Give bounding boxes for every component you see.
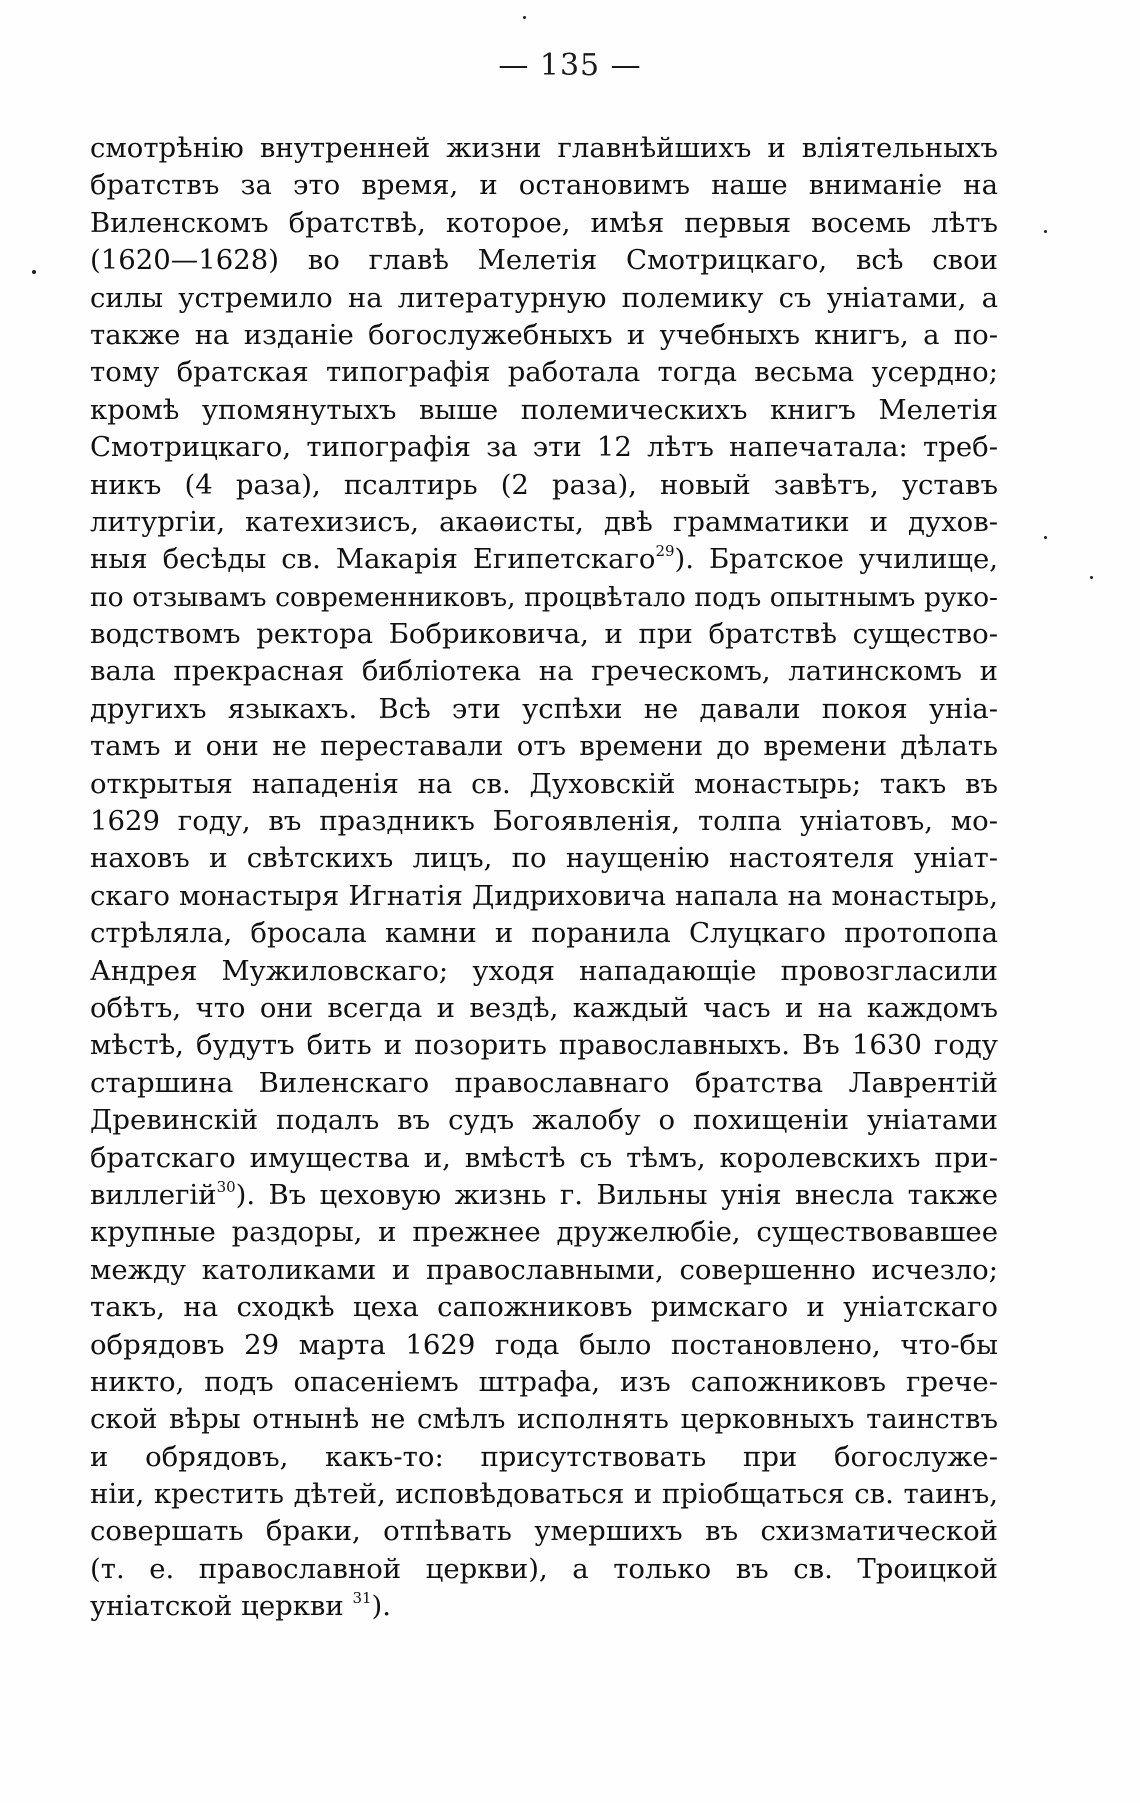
- text-line: [90, 1289, 998, 1326]
- line-text: Древинскій подалъ въ судъ жалобу о похищеніи уніатами: [90, 1104, 998, 1137]
- text-line: [90, 579, 998, 616]
- line-text: тамъ и они не переставали отъ времени до времени дѣлать: [90, 730, 998, 763]
- line-text: между католиками и православными, совершенно исчезло;: [90, 1253, 998, 1286]
- line-text: стрѣляла, бросала камни и поранила Слуцкаго протопопа: [90, 917, 998, 950]
- line-text: другихъ языкахъ. Всѣ эти успѣхи не давали покоя уніа-: [90, 692, 998, 725]
- line-text: тому братская типографія работала тогда весьма усердно;: [90, 356, 998, 389]
- text-line: [90, 915, 998, 952]
- line-text: совершать браки, отпѣвать умершихъ въ схизматической: [90, 1515, 998, 1548]
- text-line: [90, 803, 998, 840]
- text-line: [90, 1214, 998, 1251]
- line-text: обѣтъ, что они всегда и вездѣ, каждый часъ и на каждомъ: [90, 991, 998, 1024]
- line-text: ніи, крестить дѣтей, исповѣдоваться и пріобщаться св. таинъ,: [90, 1478, 998, 1511]
- line-text: братствъ за это время, и остановимъ наше вниманіе на: [90, 169, 998, 202]
- line-text: 1629 году, въ праздникъ Богоявленія, толпа уніатовъ, мо-: [90, 805, 998, 838]
- text-line: [90, 467, 998, 504]
- text-line: [90, 392, 998, 429]
- margin-speck: [523, 16, 526, 19]
- text-line: [90, 1177, 998, 1214]
- line-text: вала прекрасная библіотека на греческомъ, латинскомъ и: [90, 655, 998, 688]
- text-line: [90, 840, 998, 877]
- text-line: [90, 653, 998, 690]
- line-text: мѣстѣ, будутъ бить и позорить православныхъ. Въ 1630 году: [90, 1029, 998, 1062]
- line-text: (1620—1628) во главѣ Мелетія Смотрицкаго, всѣ свои: [90, 244, 998, 277]
- line-text: открытыя нападенія на св. Духовскій монастырь; такъ въ: [90, 767, 998, 800]
- line-text: кромѣ упомянутыхъ выше полемическихъ книгъ Мелетія: [90, 393, 998, 426]
- line-text: ныя бесѣды св. Макарія Египетскаго: [90, 543, 656, 576]
- margin-speck: [1044, 536, 1047, 539]
- line-text-continued: ). Въ цеховую жизнь г. Вильны унія внесла также: [235, 1178, 998, 1211]
- text-line: [90, 354, 998, 391]
- text-line: [90, 616, 998, 653]
- text-line: [90, 1364, 998, 1401]
- text-line: [90, 691, 998, 728]
- text-line: [90, 1439, 998, 1476]
- text-line: [90, 878, 998, 915]
- text-line: [90, 990, 998, 1027]
- line-text: наховъ и свѣтскихъ лицъ, по наущенію настоятеля уніат-: [90, 842, 998, 875]
- line-text: виллегій: [90, 1178, 217, 1211]
- text-line: [90, 1551, 998, 1588]
- line-text: (т. е. православной церкви), а только въ св. Троицкой: [90, 1552, 998, 1585]
- text-line: [90, 1401, 998, 1438]
- margin-speck: [1044, 230, 1047, 233]
- line-text: водствомъ ректора Бобриковича, и при братствѣ существо-: [90, 618, 998, 651]
- line-text: никъ (4 раза), псалтирь (2 раза), новый завѣтъ, уставъ: [90, 468, 998, 501]
- text-line: [90, 1140, 998, 1177]
- line-text: и обрядовъ, какъ-то: присутствовать при богослуже-: [90, 1440, 998, 1473]
- line-text: скаго монастыря Игнатія Дидриховича напала на монастырь,: [90, 879, 998, 912]
- text-line: [90, 1252, 998, 1289]
- text-line: [90, 1476, 998, 1513]
- line-text: такъ, на сходкѣ цеха сапожниковъ римскаго и уніатскаго: [90, 1291, 998, 1324]
- text-line: [90, 1027, 998, 1064]
- text-line: [90, 317, 998, 354]
- text-line: [90, 1588, 998, 1625]
- line-text: также на изданіе богослужебныхъ и учебныхъ книгъ, а по-: [90, 318, 998, 351]
- line-text: Андрея Мужиловскаго; уходя нападающіе провозгласили: [90, 954, 998, 987]
- text-line: [90, 280, 998, 317]
- text-line: [90, 167, 998, 204]
- text-line: [90, 1102, 998, 1139]
- line-text: Смотрицкаго, типографія за эти 12 лѣтъ напечатала: треб-: [90, 431, 998, 464]
- footnote-ref: 30: [216, 1177, 236, 1196]
- body-text: [90, 130, 998, 1626]
- line-text: старшина Виленскаго православнаго братства Лаврентій: [90, 1066, 998, 1099]
- line-text-continued: ).: [371, 1590, 392, 1623]
- line-text-continued: ). Братское училище,: [674, 543, 998, 576]
- line-text: силы устремило на литературную полемику съ уніатами, а: [90, 281, 998, 314]
- line-text: уніатской церкви: [90, 1590, 353, 1623]
- text-line: [90, 1327, 998, 1364]
- line-text: братскаго имущества и, вмѣстѣ съ тѣмъ, королевскихъ при-: [90, 1141, 998, 1174]
- text-line: [90, 504, 998, 541]
- text-line: [90, 541, 998, 578]
- text-line: [90, 1065, 998, 1102]
- margin-speck: [32, 270, 36, 274]
- line-text: ской вѣры отнынѣ не смѣлъ исполнять церковныхъ таинствъ: [90, 1403, 998, 1436]
- text-line: [90, 130, 998, 167]
- footnote-ref: 31: [352, 1589, 372, 1608]
- line-text: смотрѣнію внутренней жизни главнѣйшихъ и вліятельныхъ: [90, 132, 998, 164]
- text-line: [90, 242, 998, 279]
- text-line: [90, 429, 998, 466]
- text-line: [90, 1513, 998, 1550]
- footnote-ref: 29: [655, 542, 675, 561]
- text-line: [90, 728, 998, 765]
- text-line: [90, 953, 998, 990]
- line-text: литургіи, катехизисъ, акаѳисты, двѣ грамматики и духов-: [90, 505, 998, 538]
- line-text: обрядовъ 29 марта 1629 года было постановлено, что-бы: [90, 1328, 998, 1361]
- text-line: [90, 766, 998, 803]
- margin-speck: [1090, 576, 1093, 579]
- line-text: крупные раздоры, и прежнее дружелюбіе, существовавшее: [90, 1216, 998, 1249]
- line-text: по отзывамъ современниковъ, процвѣтало подъ опытнымъ руко-: [90, 581, 998, 613]
- text-line: [90, 205, 998, 242]
- line-text: никто, подъ опасеніемъ штрафа, изъ сапожниковъ грече-: [90, 1365, 998, 1398]
- line-text: Виленскомъ братствѣ, которое, имѣя первыя восемь лѣтъ: [90, 206, 998, 239]
- page-number: — 135 —: [498, 48, 642, 83]
